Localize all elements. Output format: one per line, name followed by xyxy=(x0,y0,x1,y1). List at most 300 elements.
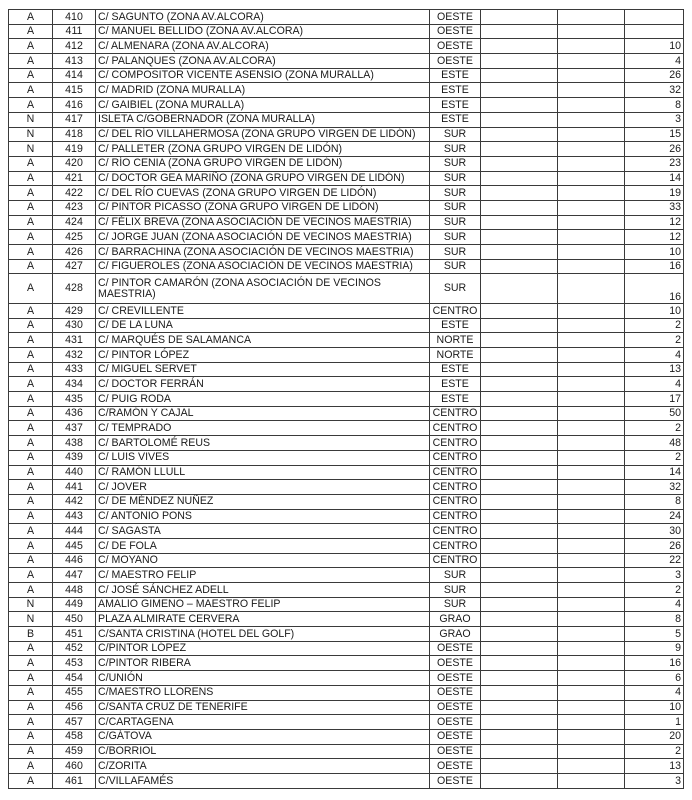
empty-cell xyxy=(481,421,558,436)
street-name-cell: C/ PALLETER (ZONA GRUPO VIRGEN DE LIDÓN) xyxy=(96,142,430,157)
table-row xyxy=(9,98,684,113)
empty-cell xyxy=(481,348,558,363)
empty-cell xyxy=(558,200,625,215)
empty-cell xyxy=(481,156,558,171)
table-row xyxy=(9,259,684,274)
street-name-cell: C/ MADRID (ZONA MURALLA) xyxy=(96,83,430,98)
empty-cell xyxy=(481,98,558,113)
number-cell: 422 xyxy=(53,186,96,201)
table-row xyxy=(9,39,684,54)
type-cell: N xyxy=(9,597,53,612)
street-name-cell: C/ GAIBIEL (ZONA MURALLA) xyxy=(96,98,430,113)
empty-cell xyxy=(481,406,558,421)
empty-cell xyxy=(558,465,625,480)
count-cell: 50 xyxy=(625,406,684,421)
table-row xyxy=(9,583,684,598)
number-cell: 436 xyxy=(53,406,96,421)
empty-cell xyxy=(558,685,625,700)
type-cell: A xyxy=(9,39,53,54)
street-name-cell: C/ JOVER xyxy=(96,480,430,495)
zone-cell: CENTRO xyxy=(430,421,481,436)
street-name-cell: C/ DE FOLA xyxy=(96,538,430,553)
count-cell: 13 xyxy=(625,362,684,377)
type-cell: N xyxy=(9,112,53,127)
street-name-cell: C/MAESTRO LLORENS xyxy=(96,685,430,700)
table-row xyxy=(9,773,684,788)
number-cell: 425 xyxy=(53,230,96,245)
number-cell: 451 xyxy=(53,627,96,642)
zone-cell: OESTE xyxy=(430,685,481,700)
type-cell: A xyxy=(9,186,53,201)
table-row xyxy=(9,744,684,759)
count-cell: 17 xyxy=(625,392,684,407)
type-cell: A xyxy=(9,245,53,260)
type-cell: N xyxy=(9,127,53,142)
street-name-cell: C/ DOCTOR GEA MARIÑO (ZONA GRUPO VIRGEN DE LIDÓN) xyxy=(96,171,430,186)
zone-cell: OESTE xyxy=(430,671,481,686)
zone-cell: SUR xyxy=(430,583,481,598)
number-cell: 460 xyxy=(53,759,96,774)
empty-cell xyxy=(558,112,625,127)
zone-cell: SUR xyxy=(430,568,481,583)
table-row xyxy=(9,127,684,142)
table-row xyxy=(9,156,684,171)
empty-cell xyxy=(481,333,558,348)
table-row xyxy=(9,68,684,83)
street-name-cell: C/BORRIOL xyxy=(96,744,430,759)
empty-cell xyxy=(558,406,625,421)
empty-cell xyxy=(481,729,558,744)
count-cell: 32 xyxy=(625,83,684,98)
type-cell: A xyxy=(9,348,53,363)
type-cell: A xyxy=(9,333,53,348)
street-name-cell: C/PINTOR RIBERA xyxy=(96,656,430,671)
count-cell: 12 xyxy=(625,230,684,245)
table-row xyxy=(9,274,684,304)
number-cell: 447 xyxy=(53,568,96,583)
type-cell: A xyxy=(9,421,53,436)
number-cell: 452 xyxy=(53,641,96,656)
table-row xyxy=(9,186,684,201)
zone-cell: SUR xyxy=(430,156,481,171)
zone-cell: OESTE xyxy=(430,715,481,730)
empty-cell xyxy=(481,83,558,98)
empty-cell xyxy=(558,54,625,69)
empty-cell xyxy=(481,392,558,407)
empty-cell xyxy=(558,392,625,407)
type-cell: A xyxy=(9,700,53,715)
empty-cell xyxy=(558,715,625,730)
number-cell: 456 xyxy=(53,700,96,715)
empty-cell xyxy=(481,362,558,377)
zone-cell: CENTRO xyxy=(430,450,481,465)
table-row xyxy=(9,303,684,318)
empty-cell xyxy=(481,715,558,730)
count-cell: 4 xyxy=(625,597,684,612)
empty-cell xyxy=(558,612,625,627)
empty-cell xyxy=(558,671,625,686)
street-name-cell: C/SANTA CRISTINA (HOTEL DEL GOLF) xyxy=(96,627,430,642)
empty-cell xyxy=(558,245,625,260)
street-name-cell: C/ZORITA xyxy=(96,759,430,774)
empty-cell xyxy=(481,259,558,274)
empty-cell xyxy=(558,68,625,83)
street-table xyxy=(8,9,684,789)
number-cell: 419 xyxy=(53,142,96,157)
number-cell: 423 xyxy=(53,200,96,215)
type-cell: A xyxy=(9,509,53,524)
street-name-cell: C/ PUIG RODA xyxy=(96,392,430,407)
count-cell: 30 xyxy=(625,524,684,539)
zone-cell: CENTRO xyxy=(430,303,481,318)
zone-cell: SUR xyxy=(430,127,481,142)
zone-cell: OESTE xyxy=(430,39,481,54)
count-cell: 2 xyxy=(625,333,684,348)
number-cell: 445 xyxy=(53,538,96,553)
number-cell: 432 xyxy=(53,348,96,363)
table-row xyxy=(9,24,684,39)
zone-cell: ESTE xyxy=(430,83,481,98)
count-cell: 4 xyxy=(625,377,684,392)
street-name-cell: C/CARTAGENA xyxy=(96,715,430,730)
zone-cell: SUR xyxy=(430,230,481,245)
empty-cell xyxy=(481,509,558,524)
type-cell: A xyxy=(9,274,53,304)
empty-cell xyxy=(558,318,625,333)
type-cell: A xyxy=(9,773,53,788)
count-cell: 2 xyxy=(625,583,684,598)
number-cell: 415 xyxy=(53,83,96,98)
type-cell: A xyxy=(9,744,53,759)
type-cell: A xyxy=(9,362,53,377)
empty-cell xyxy=(558,215,625,230)
street-name-cell: C/ COMPOSITOR VICENTE ASENSIO (ZONA MURALLA) xyxy=(96,68,430,83)
table-row xyxy=(9,494,684,509)
count-cell: 15 xyxy=(625,127,684,142)
type-cell: A xyxy=(9,171,53,186)
empty-cell xyxy=(481,24,558,39)
number-cell: 437 xyxy=(53,421,96,436)
empty-cell xyxy=(481,377,558,392)
zone-cell: OESTE xyxy=(430,10,481,25)
number-cell: 454 xyxy=(53,671,96,686)
count-cell: 2 xyxy=(625,450,684,465)
table-row xyxy=(9,450,684,465)
count-cell: 32 xyxy=(625,480,684,495)
number-cell: 438 xyxy=(53,436,96,451)
zone-cell: OESTE xyxy=(430,729,481,744)
empty-cell xyxy=(481,583,558,598)
number-cell: 417 xyxy=(53,112,96,127)
count-cell: 9 xyxy=(625,641,684,656)
empty-cell xyxy=(481,641,558,656)
empty-cell xyxy=(481,480,558,495)
type-cell: A xyxy=(9,406,53,421)
street-name-cell: C/ JOSÉ SÁNCHEZ ADELL xyxy=(96,583,430,598)
zone-cell: CENTRO xyxy=(430,480,481,495)
count-cell: 19 xyxy=(625,186,684,201)
type-cell: A xyxy=(9,259,53,274)
number-cell: 439 xyxy=(53,450,96,465)
table-row xyxy=(9,200,684,215)
empty-cell xyxy=(558,480,625,495)
number-cell: 449 xyxy=(53,597,96,612)
zone-cell: OESTE xyxy=(430,700,481,715)
table-row xyxy=(9,348,684,363)
count-cell: 2 xyxy=(625,421,684,436)
type-cell: A xyxy=(9,303,53,318)
zone-cell: NORTE xyxy=(430,333,481,348)
empty-cell xyxy=(481,142,558,157)
empty-cell xyxy=(558,641,625,656)
empty-cell xyxy=(481,245,558,260)
empty-cell xyxy=(558,10,625,25)
street-name-cell: C/ DEL RÍO VILLAHERMOSA (ZONA GRUPO VIRGEN DE LIDÓN) xyxy=(96,127,430,142)
street-name-cell: C/ TEMPRADO xyxy=(96,421,430,436)
empty-cell xyxy=(481,553,558,568)
count-cell: 48 xyxy=(625,436,684,451)
empty-cell xyxy=(481,538,558,553)
zone-cell: CENTRO xyxy=(430,406,481,421)
street-table-body xyxy=(9,10,684,789)
type-cell: N xyxy=(9,612,53,627)
empty-cell xyxy=(558,597,625,612)
zone-cell: SUR xyxy=(430,142,481,157)
type-cell: A xyxy=(9,715,53,730)
empty-cell xyxy=(481,597,558,612)
type-cell: A xyxy=(9,480,53,495)
count-cell: 3 xyxy=(625,112,684,127)
number-cell: 424 xyxy=(53,215,96,230)
street-name-cell: AMALIO GIMENO – MAESTRO FELIP xyxy=(96,597,430,612)
table-row xyxy=(9,333,684,348)
number-cell: 441 xyxy=(53,480,96,495)
type-cell: A xyxy=(9,685,53,700)
table-row xyxy=(9,10,684,25)
street-name-cell: C/ MIGUEL SERVET xyxy=(96,362,430,377)
empty-cell xyxy=(558,700,625,715)
count-cell: 2 xyxy=(625,318,684,333)
empty-cell xyxy=(558,142,625,157)
empty-cell xyxy=(558,171,625,186)
empty-cell xyxy=(481,215,558,230)
count-cell: 20 xyxy=(625,729,684,744)
street-name-cell: C/ DE MÉNDEZ NUÑEZ xyxy=(96,494,430,509)
count-cell: 12 xyxy=(625,215,684,230)
street-name-cell: C/VILLAFAMÉS xyxy=(96,773,430,788)
count-cell: 8 xyxy=(625,612,684,627)
street-name-cell: C/ DOCTOR FERRÁN xyxy=(96,377,430,392)
street-name-cell: C/ RÍO CENIA (ZONA GRUPO VIRGEN DE LIDÓN) xyxy=(96,156,430,171)
empty-cell xyxy=(558,186,625,201)
number-cell: 453 xyxy=(53,656,96,671)
zone-cell: CENTRO xyxy=(430,553,481,568)
empty-cell xyxy=(558,773,625,788)
table-row xyxy=(9,715,684,730)
table-row xyxy=(9,362,684,377)
number-cell: 444 xyxy=(53,524,96,539)
number-cell: 435 xyxy=(53,392,96,407)
zone-cell: GRAO xyxy=(430,627,481,642)
count-cell: 10 xyxy=(625,245,684,260)
empty-cell xyxy=(481,744,558,759)
empty-cell xyxy=(481,465,558,480)
empty-cell xyxy=(481,274,558,304)
type-cell: A xyxy=(9,436,53,451)
number-cell: 411 xyxy=(53,24,96,39)
street-name-cell: C/ BARRACHINA (ZONA ASOCIACIÓN DE VECINOS MAESTRIA) xyxy=(96,245,430,260)
type-cell: A xyxy=(9,671,53,686)
zone-cell: OESTE xyxy=(430,759,481,774)
table-row xyxy=(9,759,684,774)
empty-cell xyxy=(558,729,625,744)
count-cell: 1 xyxy=(625,715,684,730)
empty-cell xyxy=(481,303,558,318)
empty-cell xyxy=(481,436,558,451)
type-cell: A xyxy=(9,494,53,509)
empty-cell xyxy=(481,568,558,583)
count-cell: 26 xyxy=(625,142,684,157)
table-row xyxy=(9,436,684,451)
table-row xyxy=(9,538,684,553)
table-row xyxy=(9,142,684,157)
empty-cell xyxy=(481,186,558,201)
table-row xyxy=(9,54,684,69)
table-row xyxy=(9,83,684,98)
empty-cell xyxy=(481,54,558,69)
empty-cell xyxy=(558,583,625,598)
zone-cell: NORTE xyxy=(430,348,481,363)
count-cell: 8 xyxy=(625,494,684,509)
empty-cell xyxy=(558,259,625,274)
street-name-cell: C/SANTA CRUZ DE TENERIFE xyxy=(96,700,430,715)
count-cell: 26 xyxy=(625,68,684,83)
street-name-cell: PLAZA ALMIRATE CERVERA xyxy=(96,612,430,627)
count-cell: 14 xyxy=(625,465,684,480)
empty-cell xyxy=(558,98,625,113)
number-cell: 446 xyxy=(53,553,96,568)
number-cell: 430 xyxy=(53,318,96,333)
empty-cell xyxy=(558,156,625,171)
type-cell: A xyxy=(9,465,53,480)
empty-cell xyxy=(558,759,625,774)
empty-cell xyxy=(558,568,625,583)
empty-cell xyxy=(481,450,558,465)
empty-cell xyxy=(558,553,625,568)
street-name-cell: C/ MANUEL BELLIDO (ZONA AV.ALCORA) xyxy=(96,24,430,39)
type-cell: A xyxy=(9,524,53,539)
table-row xyxy=(9,171,684,186)
table-row xyxy=(9,597,684,612)
empty-cell xyxy=(558,39,625,54)
number-cell: 426 xyxy=(53,245,96,260)
empty-cell xyxy=(481,773,558,788)
count-cell: 8 xyxy=(625,98,684,113)
type-cell: B xyxy=(9,627,53,642)
street-name-cell: C/ MAESTRO FELIP xyxy=(96,568,430,583)
street-name-cell: C/ ANTONIO PONS xyxy=(96,509,430,524)
empty-cell xyxy=(481,685,558,700)
count-cell: 4 xyxy=(625,54,684,69)
zone-cell: SUR xyxy=(430,274,481,304)
empty-cell xyxy=(481,700,558,715)
empty-cell xyxy=(558,230,625,245)
zone-cell: CENTRO xyxy=(430,524,481,539)
zone-cell: ESTE xyxy=(430,68,481,83)
street-name-cell: C/ BARTOLOMÉ REUS xyxy=(96,436,430,451)
empty-cell xyxy=(558,524,625,539)
count-cell: 14 xyxy=(625,171,684,186)
street-name-cell: C/ FIGUEROLES (ZONA ASOCIACIÓN DE VECINOS MAESTRIA) xyxy=(96,259,430,274)
zone-cell: OESTE xyxy=(430,641,481,656)
zone-cell: CENTRO xyxy=(430,509,481,524)
table-row xyxy=(9,318,684,333)
empty-cell xyxy=(481,494,558,509)
count-cell: 4 xyxy=(625,348,684,363)
street-name-cell: ISLETA C/GOBERNADOR (ZONA MURALLA) xyxy=(96,112,430,127)
number-cell: 450 xyxy=(53,612,96,627)
type-cell: A xyxy=(9,377,53,392)
type-cell: A xyxy=(9,230,53,245)
type-cell: A xyxy=(9,450,53,465)
empty-cell xyxy=(481,112,558,127)
zone-cell: ESTE xyxy=(430,318,481,333)
table-row xyxy=(9,671,684,686)
empty-cell xyxy=(481,127,558,142)
street-name-cell: C/ LUIS VIVES xyxy=(96,450,430,465)
empty-cell xyxy=(558,627,625,642)
empty-cell xyxy=(481,200,558,215)
zone-cell: ESTE xyxy=(430,377,481,392)
table-row xyxy=(9,524,684,539)
count-cell xyxy=(625,24,684,39)
empty-cell xyxy=(558,83,625,98)
zone-cell: OESTE xyxy=(430,656,481,671)
table-row xyxy=(9,656,684,671)
table-row xyxy=(9,377,684,392)
street-name-cell: C/ PINTOR CAMARÓN (ZONA ASOCIACIÓN DE VECINOS MAESTRIA) xyxy=(96,274,430,304)
number-cell: 420 xyxy=(53,156,96,171)
empty-cell xyxy=(558,274,625,304)
empty-cell xyxy=(481,627,558,642)
empty-cell xyxy=(558,450,625,465)
count-cell: 16 xyxy=(625,656,684,671)
empty-cell xyxy=(558,24,625,39)
table-row xyxy=(9,700,684,715)
number-cell: 442 xyxy=(53,494,96,509)
empty-cell xyxy=(558,656,625,671)
table-row xyxy=(9,406,684,421)
number-cell: 455 xyxy=(53,685,96,700)
table-row xyxy=(9,421,684,436)
zone-cell: CENTRO xyxy=(430,538,481,553)
zone-cell: ESTE xyxy=(430,362,481,377)
empty-cell xyxy=(558,744,625,759)
empty-cell xyxy=(481,230,558,245)
table-row xyxy=(9,465,684,480)
number-cell: 457 xyxy=(53,715,96,730)
type-cell: A xyxy=(9,215,53,230)
count-cell: 10 xyxy=(625,303,684,318)
type-cell: A xyxy=(9,24,53,39)
number-cell: 428 xyxy=(53,274,96,304)
number-cell: 412 xyxy=(53,39,96,54)
table-row xyxy=(9,685,684,700)
empty-cell xyxy=(558,333,625,348)
empty-cell xyxy=(558,436,625,451)
count-cell: 23 xyxy=(625,156,684,171)
type-cell: A xyxy=(9,641,53,656)
